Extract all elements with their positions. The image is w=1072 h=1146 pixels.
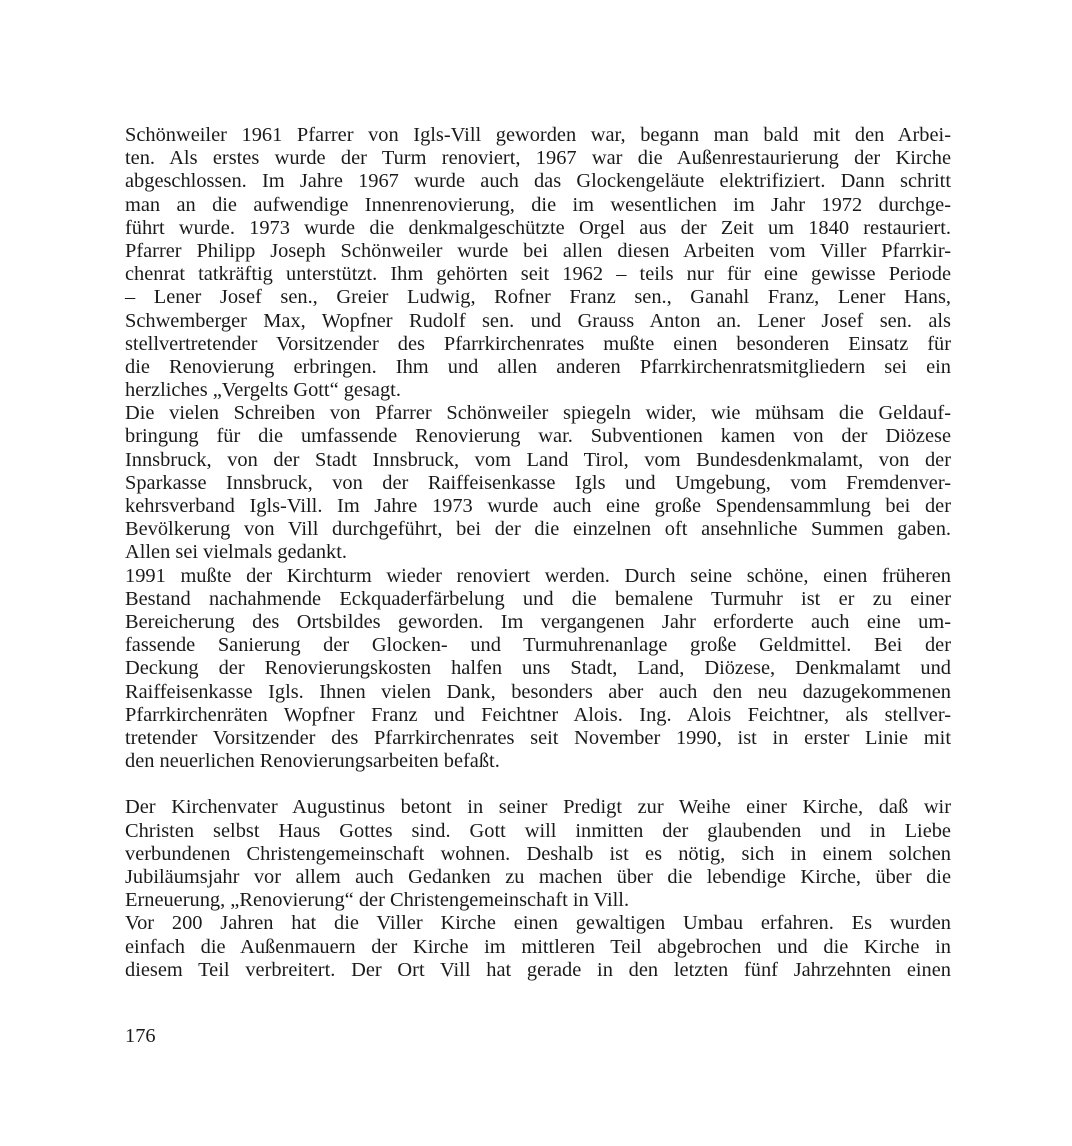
text-line: Schwemberger Max, Wopfner Rudolf sen. und Grauss Anton an. Lener Josef sen. als: [125, 309, 951, 332]
text-line: Christen selbst Haus Gottes sind. Gott will inmitten der glaubenden und in Liebe: [125, 819, 951, 842]
text-line: kehrsverband Igls-Vill. Im Jahre 1973 wurde auch eine große Spendensammlung bei der: [125, 495, 951, 517]
text-line: herzliches „Vergelts Gott“ gesagt.: [125, 379, 401, 402]
text-line: ten. Als erstes wurde der Turm renoviert, 1967 war die Außenrestaurierung der Kirche: [125, 147, 951, 170]
text-line: führt wurde. 1973 wurde die denkmalgeschützte Orgel aus der Zeit um 1840 restauriert.: [125, 216, 951, 239]
text-line: Bevölkerung von Vill durchgeführt, bei der die einzelnen oft ansehnliche Summen gaben.: [125, 518, 951, 541]
text-line: tretender Vorsitzender des Pfarrkirchenrates seit November 1990, ist in erster Linie mit: [125, 726, 951, 749]
text-line: die Renovierung erbringen. Ihm und allen anderen Pfarrkirchenratsmitgliedern sei ein: [125, 355, 951, 378]
text-line: Innsbruck, von der Stadt Innsbruck, vom Land Tirol, vom Bundesdenkmalamt, von der: [125, 448, 951, 471]
text-line: Der Kirchenvater Augustinus betont in seiner Predigt zur Weihe einer Kirche, daß wir: [125, 796, 951, 819]
body-text: [125, 124, 951, 982]
text-line: Die vielen Schreiben von Pfarrer Schönweiler spiegeln wider, wie mühsam die Geldauf-: [125, 402, 951, 425]
text-line: Schönweiler 1961 Pfarrer von Igls-Vill geworden war, begann man bald mit den Arbei-: [125, 124, 951, 146]
text-line: einfach die Außenmauern der Kirche im mittleren Teil abgebrochen und die Kirche in: [125, 935, 951, 958]
text-line: – Lener Josef sen., Greier Ludwig, Rofner Franz sen., Ganahl Franz, Lener Hans,: [125, 286, 951, 309]
text-line: Bereicherung des Ortsbildes geworden. Im vergangenen Jahr erforderte auch eine um-: [125, 610, 951, 633]
paragraph: [125, 912, 951, 982]
text-line: Pfarrer Philipp Joseph Schönweiler wurde bei allen diesen Arbeiten vom Viller Pfarrkir-: [125, 239, 951, 262]
text-line: Sparkasse Innsbruck, von der Raiffeisenkasse Igls und Umgebung, vom Fremdenver-: [125, 471, 951, 494]
text-line: stellvertretender Vorsitzender des Pfarrkirchenrates mußte einen besonderen Einsatz für: [125, 332, 951, 355]
text-line: Erneuerung, „Renovierung“ der Christengemeinschaft in Vill.: [125, 889, 630, 912]
text-line: Deckung der Renovierungskosten halfen uns Stadt, Land, Diözese, Denkmalamt und: [125, 657, 951, 680]
paragraph: [125, 796, 951, 912]
text-line: man an die aufwendige Innenrenovierung, die im wesentlichen im Jahr 1972 durchge-: [125, 193, 951, 216]
paragraph: [125, 402, 951, 564]
text-line: bringung für die umfassende Renovierung war. Subventionen kamen von der Diözese: [125, 425, 951, 448]
text-line: Jubiläumsjahr vor allem auch Gedanken zu machen über die lebendige Kirche, über die: [125, 866, 951, 888]
text-line: verbundenen Christengemeinschaft wohnen. Deshalb ist es nötig, sich in einem solchen: [125, 842, 951, 865]
paragraph: [125, 565, 951, 774]
paragraph-gap: [125, 773, 951, 796]
text-line: fassende Sanierung der Glocken- und Turmuhrenanlage große Geldmittel. Bei der: [125, 634, 951, 657]
text-line: chenrat tatkräftig unterstützt. Ihm gehörten seit 1962 – teils nur für eine gewisse Periode: [125, 263, 951, 286]
text-line: 1991 mußte der Kirchturm wieder renoviert werden. Durch seine schöne, einen früheren: [125, 564, 951, 587]
text-line: den neuerlichen Renovierungsarbeiten befaßt.: [125, 750, 500, 773]
text-line: diesem Teil verbreitert. Der Ort Vill hat gerade in den letzten fünf Jahrzehnten einen: [125, 958, 951, 981]
text-line: Vor 200 Jahren hat die Viller Kirche einen gewaltigen Umbau erfahren. Es wurden: [125, 912, 951, 935]
text-line: Bestand nachahmende Eckquaderfärbelung und die bemalene Turmuhr ist er zu einer: [125, 587, 951, 610]
text-line: Raiffeisenkasse Igls. Ihnen vielen Dank, besonders aber auch den neu dazugekommenen: [125, 680, 951, 703]
paragraph: [125, 124, 951, 402]
text-line: Allen sei vielmals gedankt.: [125, 541, 347, 564]
text-line: abgeschlossen. Im Jahre 1967 wurde auch das Glockengeläute elektrifiziert. Dann schritt: [125, 170, 951, 193]
text-line: Pfarrkirchenräten Wopfner Franz und Feichtner Alois. Ing. Alois Feichtner, als stellver-: [125, 703, 951, 726]
page-number: 176: [125, 1025, 156, 1047]
